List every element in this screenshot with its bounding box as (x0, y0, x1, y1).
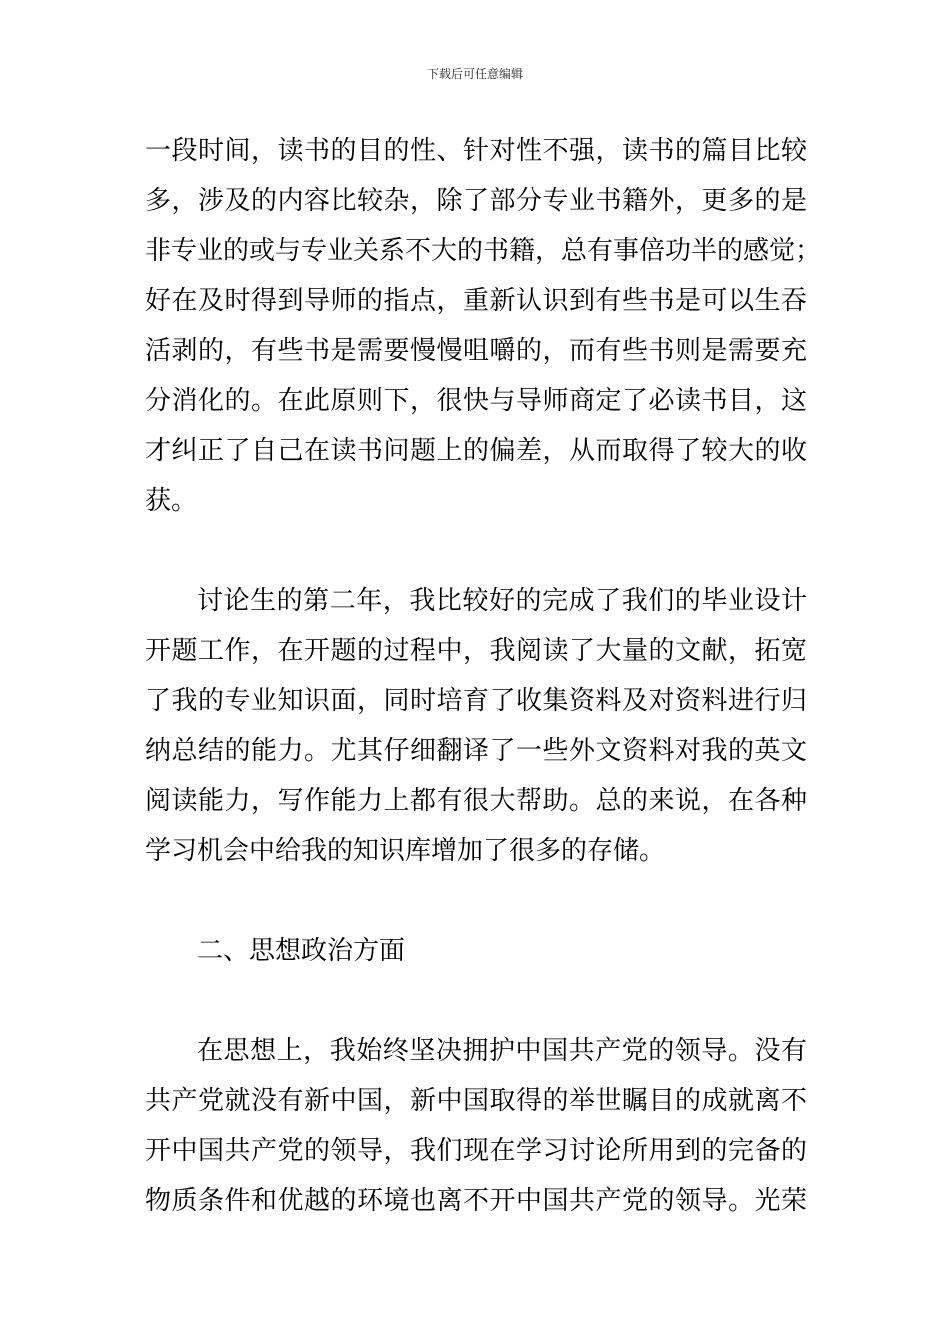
text-line: 阅读能力，写作能力上都有很大帮助。总的来说，在各种 (145, 786, 807, 816)
paragraph-reading (145, 126, 822, 526)
paragraph-ideology (145, 1026, 807, 1226)
text-line: 一段时间，读书的目的性、针对性不强，读书的篇目比较 (145, 136, 807, 166)
text-line: 共产党就没有新中国，新中国取得的举世瞩目的成就离不 (145, 1086, 807, 1116)
text-line: 讨论生的第二年，我比较好的完成了我们的毕业设计 (197, 586, 807, 616)
text-line: 多，涉及的内容比较杂，除了部分专业书籍外，更多的是 (145, 186, 807, 216)
paragraph-gap (145, 976, 807, 1026)
text-line: 分消化的。在此原则下，很快与导师商定了必读书目，这 (145, 386, 807, 416)
text-line: 开题工作，在开题的过程中，我阅读了大量的文献，拓宽 (145, 636, 807, 666)
page-header: 下载后可任意编辑 (426, 67, 523, 81)
text-line: 获。 (145, 486, 198, 516)
text-line: 才纠正了自己在读书问题上的偏差，从而取得了较大的收 (145, 436, 807, 466)
text-line: 在思想上，我始终坚决拥护中国共产党的领导。没有 (197, 1036, 807, 1066)
text-line: 开中国共产党的领导，我们现在学习讨论所用到的完备的 (145, 1136, 807, 1166)
section-heading: 二、思想政治方面 (197, 936, 406, 966)
text-line: 物质条件和优越的环境也离不开中国共产党的领导。光荣 (145, 1186, 807, 1216)
text-line: 了我的专业知识面，同时培育了收集资料及对资料进行归 (145, 686, 807, 716)
text-line: 好在及时得到导师的指点，重新认识到有些书是可以生吞 (145, 286, 807, 316)
document-body (145, 126, 822, 1226)
paragraph-gap (145, 526, 807, 576)
text-line: 活剥的，有些书是需要慢慢咀嚼的，而有些书则是需要充 (145, 336, 807, 366)
text-line: 纳总结的能力。尤其仔细翻译了一些外文资料对我的英文 (145, 736, 807, 766)
paragraph-gap (145, 876, 807, 926)
text-line: 非专业的或与专业关系不大的书籍，总有事倍功半的感觉； (145, 236, 822, 266)
paragraph-second-year (145, 576, 807, 876)
text-line: 学习机会中给我的知识库增加了很多的存储。 (145, 836, 666, 866)
